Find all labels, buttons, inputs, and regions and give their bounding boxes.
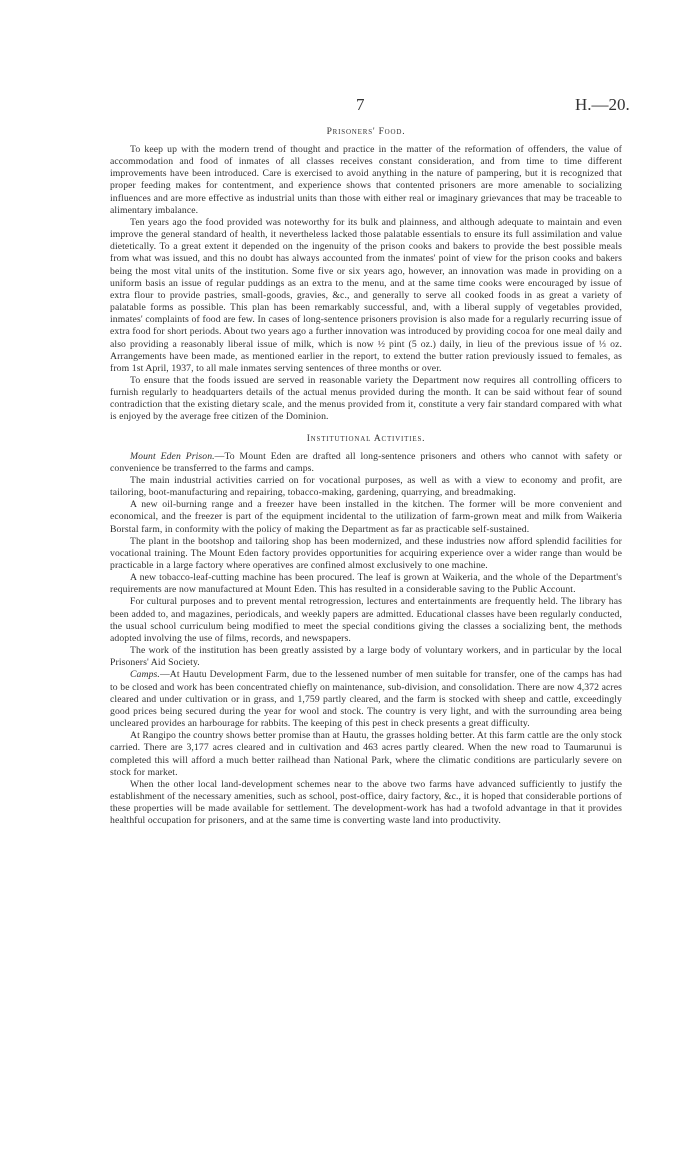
paragraph-text: —At Hautu Development Farm, due to the lessened number of men suitable for transfer, one of the camps has had to be closed and work has been concentrated chiefly on maintenance, sub-division, and consolidation. There are now 4,372 acres cleared and under cultivation or in grass, and 1,759 partly cleared, and the farm is stocked with sheep and cattle, exceedingly good prices being secured during the year for wool and stock. The country is very light, and with the surrounding area being uncleared provides an harbourage for rabbits. The keeping of this pest in check presents a great difficulty. bbox=[110, 669, 622, 730]
paragraph bbox=[110, 645, 622, 669]
paragraph bbox=[110, 572, 622, 596]
paragraph-text: Ten years ago the food provided was noteworthy for its bulk and plainness, and although adequate to maintain and even improve the general standard of health, it nevertheless lacked those palatable essentials to ensure its full assimilation and value dietetically. To a great extent it depended on the ingenuity of the prison cooks and bakers to provide the best possible meals from what was issued, and this no doubt has always accounted from the inmates' point of view for the prison cooks and bakers being the most vital units of the institution. Some five or six years ago, however, an innovation was made in providing on a uniform basis an issue of regular puddings as an extra to the menu, and at the same time cooks were encouraged by issue of extra flour to provide pastries, small-goods, gravies, &c., and generally to serve all cooked foods in as great a variety of palatable forms as possible. This plan has been remarkably successful, and, with a liberal supply of vegetables provided, inmates' complaints of food are few. In cases of long-sentence prisoners provision is also made for a regularly recurring issue of extra food for short periods. About two years ago a further innovation was introduced by providing cocoa for one meal daily and also providing a reasonably liberal issue of milk, which is now ½ pint (5 oz.) daily, in lieu of the previous issue of ⅓ oz. Arrangements have been made, as mentioned earlier in the report, to extend the butter ration previously issued to females, as from 1st April, 1937, to all male inmates serving sentences of three months or over. bbox=[110, 216, 622, 374]
document-body bbox=[110, 127, 622, 827]
section-title-institutional-activities: Institutional Activities. bbox=[306, 433, 426, 444]
paragraph-lead: Mount Eden Prison. bbox=[130, 450, 215, 462]
paragraph-text: For cultural purposes and to prevent mental retrogression, lectures and entertainments are frequently held. The library has been added to, and magazines, periodicals, and weekly papers are admitted. Educational classes have been regularly conducted, the usual school curriculum being modified to meet the special conditions giving the classes a socializing bent, the methods adopted involving the use of films, records, and newspapers. bbox=[110, 596, 622, 644]
paragraph-text: A new oil-burning range and a freezer have been installed in the kitchen. The former will be more convenient and economical, and the freezer is part of the equipment incidental to the utilization of farm-grown meat and milk from Waikeria Borstal farm, in conformity with the policy of making the Department as far as practicable self-sustained. bbox=[110, 499, 622, 535]
paragraph-text: At Rangipo the country shows better promise than at Hautu, the grasses holding better. At this farm cattle are the only stock carried. There are 3,177 acres cleared and in cultivation and 463 acres partly cleared. When the new road to Taumarunui is completed this will afford a much better railhead than National Park, where the climatic conditions are particularly severe on stock for market. bbox=[110, 730, 622, 778]
paragraph bbox=[110, 730, 622, 779]
paragraph bbox=[110, 596, 622, 645]
paragraph-text: To keep up with the modern trend of thought and practice in the matter of the reformation of offenders, the value of accommodation and food of inmates of all classes receives constant consideration, and from time to time different improvements have been introduced. Care is exercised to avoid anything in the nature of pampering, but it is recognized that proper feeding makes for contentment, and experience shows that contented prisoners are more amenable to socializing influences and are more effective as industrial units than those with either real or imaginary grievances that may be traceable to alimentary imbalance. bbox=[110, 144, 622, 216]
document-reference: H.—20. bbox=[575, 95, 630, 114]
paragraph bbox=[110, 217, 622, 375]
paragraph bbox=[110, 669, 622, 730]
paragraph-text: To ensure that the foods issued are served in reasonable variety the Department now requires all controlling officers to furnish regularly to headquarters details of the actual menus provided during the month. It can be said without fear of sound contradiction that the existing dietary scale, and the menus provided from it, constitute a very fair standard compared with what is enjoyed by the average free citizen of the Dominion. bbox=[110, 374, 622, 423]
paragraph-lead: Camps. bbox=[130, 669, 160, 681]
page-number: 7 bbox=[356, 95, 365, 114]
paragraph-text: The plant in the bootshop and tailoring shop has been modernized, and these industries now afford splendid facilities for vocational training. The Mount Eden factory provides opportunities for acquiring experience over a wider range than would be practicable in a large factory where operatives are confined almost exclusively to one machine. bbox=[110, 535, 622, 571]
section-title-prisoners-food: Prisoners' Food. bbox=[326, 127, 406, 137]
paragraph-text: —To Mount Eden are drafted all long-sentence prisoners and others who cannot with safety or convenience be transferred to the farms and camps. bbox=[110, 450, 622, 474]
paragraph bbox=[110, 375, 622, 424]
paragraph bbox=[110, 779, 622, 828]
paragraph bbox=[110, 144, 622, 217]
paragraph bbox=[110, 536, 622, 572]
paragraph bbox=[110, 451, 622, 475]
paragraph-text: When the other local land-development schemes near to the above two farms have advanced sufficiently to justify the establishment of the necessary amenities, such as school, post-office, dairy factory, &c., it is hoped that considerable portions of these properties will be made available for settlement. The development-work has had a twofold advantage in that it provides healthful occupation for prisoners, and at the same time is converting waste land into productivity. bbox=[110, 778, 622, 827]
paragraph bbox=[110, 499, 622, 535]
paragraph-text: A new tobacco-leaf-cutting machine has been procured. The leaf is grown at Waikeria, and the whole of the Department's requirements are now manufactured at Mount Eden. This has resulted in a considerable saving to the Public Account. bbox=[110, 572, 622, 596]
paragraph-text: The main industrial activities carried on for vocational purposes, as well as with a view to economy and profit, are tailoring, boot-manufacturing and repairing, tobacco-making, gardening, quarrying, and breadmaking. bbox=[110, 474, 622, 499]
paragraph bbox=[110, 475, 622, 499]
paragraph-text: The work of the institution has been greatly assisted by a large body of voluntary workers, and in particular by the local Prisoners' Aid Society. bbox=[110, 645, 622, 669]
